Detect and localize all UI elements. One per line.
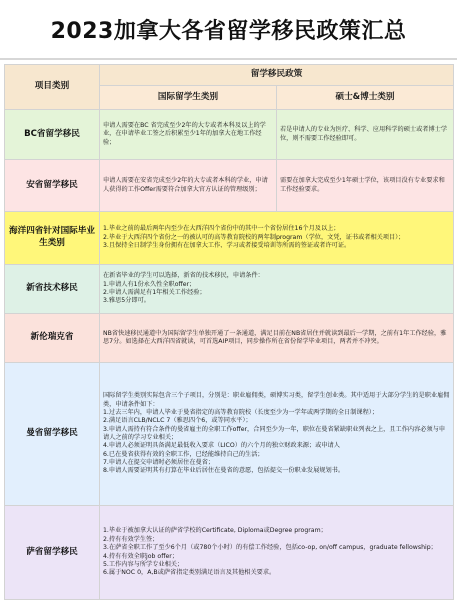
list-item: 7.申请人在提交申请时必须居住在曼省； [103, 459, 215, 467]
list-item: 4.申请人必须证明具备满足最低收入要求（LICO）的六个月的独立财政来源；或申请人 [103, 442, 340, 450]
list-item: NB省快速移民通道中为国际留学生单独开通了一条通道，满足目前在NB省居住并就读到最后一学期，之前有1年工作经验，雅思7分。如选择在大西洋四省就读，可首选AIP项目，同步操作所在省份留学毕业项目，两者并不冲突。 [103, 329, 447, 345]
page-title: 2023加拿大各省留学移民政策汇总 [0, 0, 457, 60]
list-item: 2.申请人需满足有1年相关工作经验； [103, 289, 206, 296]
table-row [5, 265, 454, 314]
list-item: 6.属于NOC 0，A,B或萨省指定类别满足语言及其他相关要求。 [103, 569, 276, 577]
list-item: 2.满足语言CLB/NCLC 7（雅思四个6，或等同水平）； [103, 417, 252, 425]
row-bc-intl: 申请人需要在BC 省完成至少2年的大专或者本科及以上的学业，在申请毕业工签之后积累至少1年的加拿大在地工作经验； [100, 110, 277, 160]
list-item: 4.持有有效全职job offer； [103, 552, 179, 560]
row-sk-name: 萨省留学移民 [5, 506, 100, 600]
row-on-intl: 申请人需要在安省完成至少2年的大专或者本科的学业，申请人获得的工作Offer需要符合加拿大官方认证的管理级别； [100, 160, 277, 212]
header-intl-student: 国际留学生类别 [100, 86, 277, 110]
list-item: 1.申请人有1份永久性全职offer； [103, 280, 196, 288]
table-row [5, 506, 454, 600]
list-item: 3.申请人需持有符合条件的曼省雇主的全职工作offer，合同至少为一年，职位在曼省紧缺职业列表之上，且工作内容必须与申请人之前的学习专业相关； [103, 425, 446, 441]
row-atlantic-text [100, 212, 454, 265]
list-item: 8.申请人需要证明其有打算在毕业后居住在曼省的意愿，包括提交一份职业发展规划书。 [103, 467, 345, 475]
list-item: 3.且保持全日制学生身份拥有在加拿大工作、学习或者接受培训等所需的签证或者许可证。 [103, 242, 351, 250]
header-category: 项目类别 [5, 65, 100, 110]
list-item: 3.在萨省全职工作了至少6个月（或780个小时）的有偿工作经验，包括co-op, on/off campus，graduate fellowship； [103, 544, 437, 552]
list-item: 国际留学生类别实际包含三个子项目，分别是：职业雇佣类，硕博实习类，留学生创业类。其中适用于大部分学生的是职业雇佣类，申请条件如下： [103, 392, 450, 408]
list-item: 6.已在曼省获得有效的全职工作，已经能维持自己的生活； [103, 450, 264, 458]
table-row [5, 363, 454, 506]
list-item: 1.毕业之前的最后两年内至少在大西洋四个省份中的其中一个省份居住16个月及以上； [103, 225, 340, 233]
row-on-name: 安省留学移民 [5, 160, 100, 212]
list-item: 2.持有有效学生签； [103, 535, 159, 543]
list-item: 5.工作内容与所学专业相关； [103, 560, 184, 568]
table-row [5, 212, 454, 265]
table-row [5, 314, 454, 363]
row-nb-name: 新伦瑞克省 [5, 314, 100, 363]
row-nb-text [100, 314, 454, 363]
row-nl-text [100, 265, 454, 314]
header-policy: 留学移民政策 [100, 65, 454, 86]
table-row [5, 110, 454, 160]
row-nl-name: 新省技术移民 [5, 265, 100, 314]
row-bc-grad: 若是申请人的专业为医疗、科学、应用科学的硕士或者博士学位，则不需要工作经验即可。 [277, 110, 454, 160]
policy-table [4, 64, 454, 600]
list-item: 3.雅思5分即可。 [103, 297, 150, 305]
row-sk-text [100, 506, 454, 600]
header-grad: 硕士&博士类别 [277, 86, 454, 110]
row-on-grad: 需要在加拿大完成至少1年硕士学位，该项目没有专业要求和工作经验要求。 [277, 160, 454, 212]
list-item: 1.过去三年内，申请人毕业于曼省指定的高等教育院校（长度至少为一学年或两学期的全日制课程）； [103, 408, 379, 416]
list-item: 1.毕业于被加拿大认证的萨省学校的Certificate, Diploma或Degree program； [103, 527, 327, 535]
list-item: 2.毕业于大西洋四个省份之一的被认可的高等教育院校的两年制program（学位，文凭，证书或者相关项目）； [103, 233, 405, 241]
row-mb-text [100, 363, 454, 506]
row-atlantic-name: 海洋四省针对国际毕业生类别 [5, 212, 100, 265]
row-mb-name: 曼省留学移民 [5, 363, 100, 506]
list-item: 在新省毕业的学生可以选择，新省的技术移民，申请条件： [103, 272, 264, 280]
row-bc-name: BC省留学移民 [5, 110, 100, 160]
table-row [5, 160, 454, 212]
